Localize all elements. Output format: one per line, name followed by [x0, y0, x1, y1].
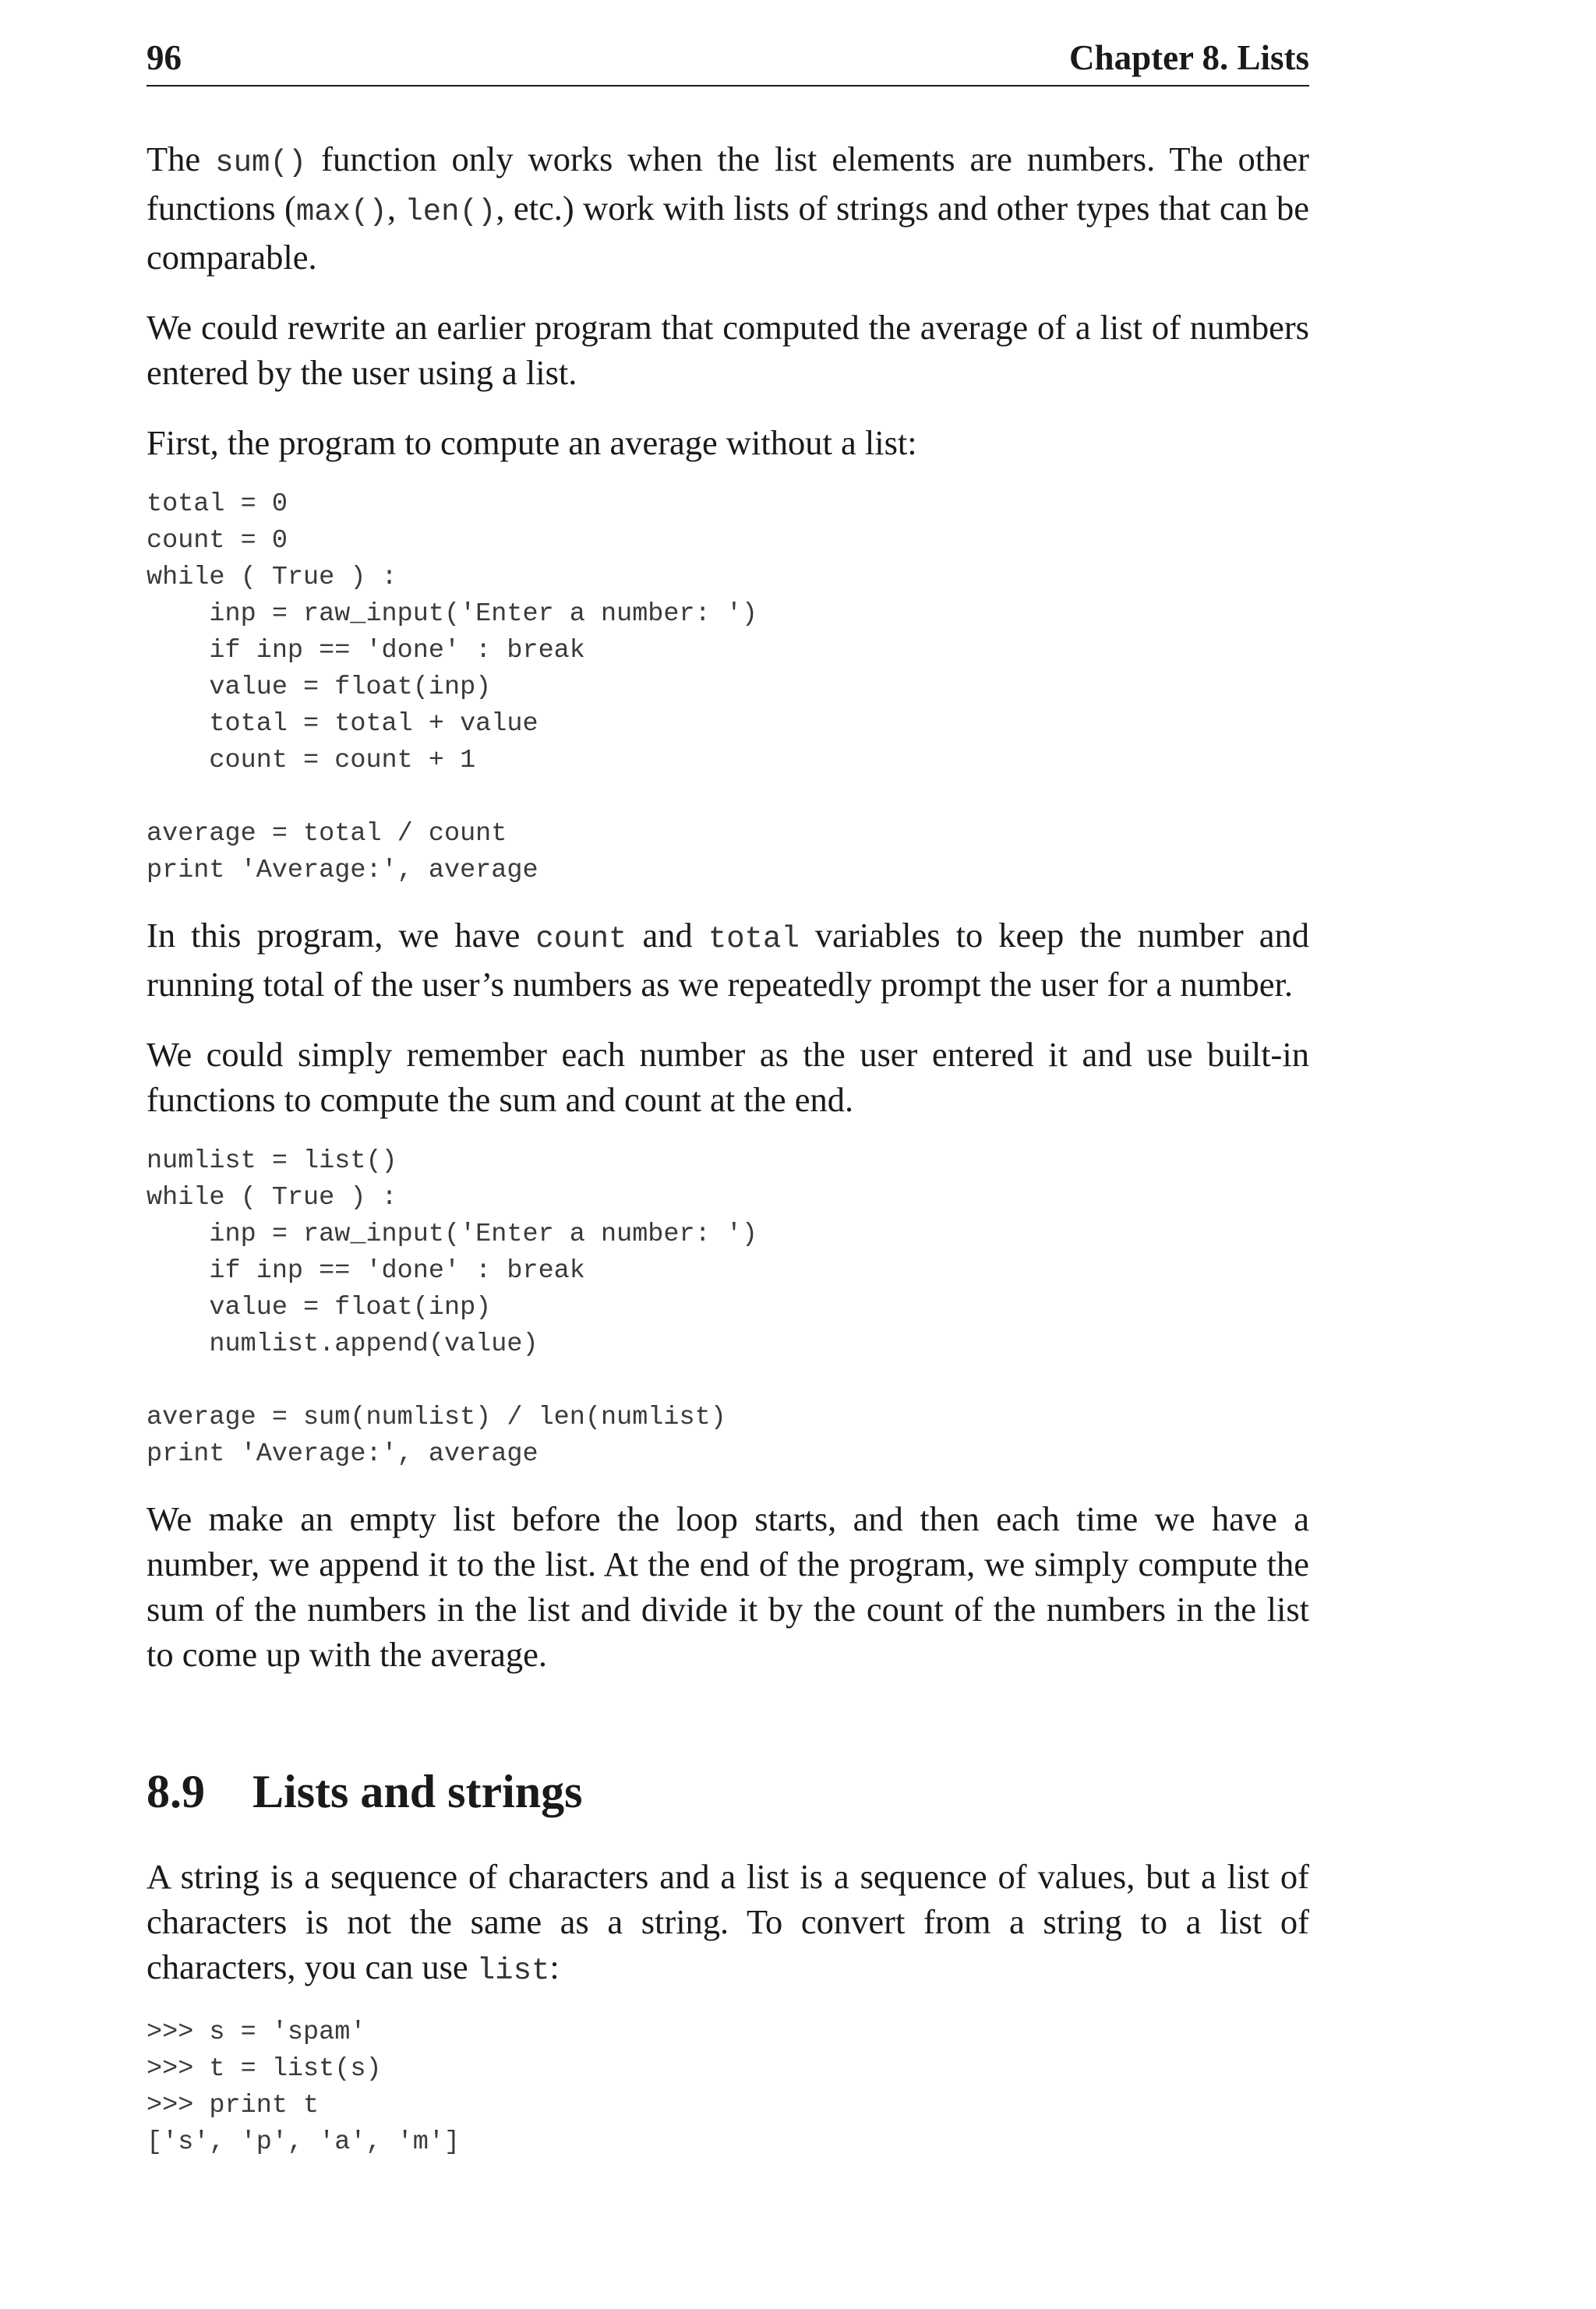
paragraph-string-to-list: A string is a sequence of characters and a list is a sequence of values, but a list of characters is not the same as a string. To convert from a string to a list of characters, you can use list:	[147, 1857, 1309, 1988]
code-block-average-without-list: total = 0 count = 0 while ( True ) : inp = raw_input('Enter a number: ') if inp == 'done' : break value = float(inp) total = total + value count = count + 1 average = total / count print 'Average:', average	[147, 489, 758, 885]
inline-code-total: total	[708, 922, 800, 956]
inline-code-sum: sum()	[215, 146, 307, 180]
inline-code-list: list	[476, 1954, 550, 1988]
paragraph-empty-list: We make an empty list before the loop starts, and then each time we have a number, we append it to the list. At the end of the program, we simply compute the sum of the numbers in the list and divide it by the count of the numbers in the list to come up with the average.	[147, 1499, 1309, 1674]
section-number: 8.9	[147, 1766, 205, 1817]
page-number: 96	[147, 38, 182, 77]
paragraph-sum-function: The sum() function only works when the list elements are numbers. The other functions (max(), len(), etc.) work with lists of strings and other types that can be comparable.	[147, 139, 1309, 277]
running-header	[147, 38, 1309, 86]
inline-code-len: len()	[404, 195, 496, 229]
paragraph-built-in-functions: We could simply remember each number as the user entered it and use built-in functions to compute the sum and count at the end.	[147, 1035, 1309, 1119]
inline-code-max: max()	[295, 195, 387, 229]
section-title: Lists and strings	[252, 1766, 583, 1817]
code-block-average-with-list: numlist = list() while ( True ) : inp = raw_input('Enter a number: ') if inp == 'done' : break value = float(inp) numlist.append(value) average = sum(numlist) / len(numlist) print 'Average:', average	[147, 1146, 758, 1469]
section-heading	[147, 1768, 1309, 1815]
inline-code-count: count	[535, 922, 627, 956]
paragraph-rewrite-program: We could rewrite an earlier program that computed the average of a list of numbers entered by the user using a list.	[147, 308, 1309, 392]
paragraph-without-list: First, the program to compute an average without a list:	[147, 423, 917, 462]
chapter-title: Chapter 8. Lists	[1069, 38, 1309, 77]
paragraph-count-total: In this program, we have count and total variables to keep the number and running total of the user’s numbers as we repeatedly prompt the user for a number.	[147, 916, 1309, 1004]
code-block-list-spam: >>> s = 'spam' >>> t = list(s) >>> print t ['s', 'p', 'a', 'm']	[147, 2018, 461, 2157]
book-page	[147, 38, 1309, 2161]
